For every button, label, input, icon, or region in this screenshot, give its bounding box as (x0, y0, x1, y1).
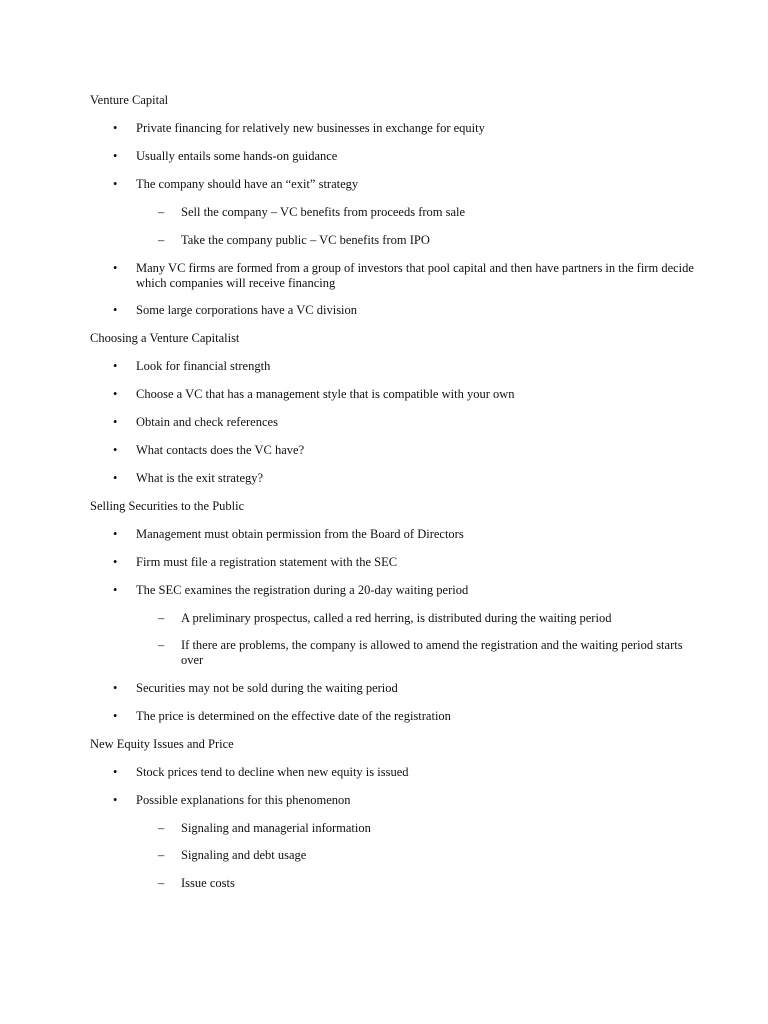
sub-list-item: Sell the company – VC benefits from proceeds from sale (181, 205, 466, 219)
list-item: Stock prices tend to decline when new equity is issued (136, 765, 409, 779)
dash-marker: – (158, 611, 165, 625)
bullet-marker: • (113, 443, 118, 457)
sub-list-item: A preliminary prospectus, called a red herring, is distributed during the waiting period (181, 611, 612, 625)
bullet-marker: • (113, 583, 118, 597)
bullet-marker: • (113, 709, 118, 723)
list-item: The SEC examines the registration during a 20-day waiting period (136, 583, 469, 597)
section-heading-selling-securities: Selling Securities to the Public (90, 499, 245, 513)
bullet-marker: • (113, 527, 118, 541)
bullet-marker: • (113, 387, 118, 401)
section-heading-new-equity: New Equity Issues and Price (90, 737, 234, 751)
dash-marker: – (158, 205, 165, 219)
bullet-marker: • (113, 415, 118, 429)
bullet-marker: • (113, 261, 118, 275)
list-item: Possible explanations for this phenomenon (136, 793, 351, 807)
sub-list-item: If there are problems, the company is allowed to amend the registration and the waiting period starts over (181, 638, 683, 667)
list-item: Many VC firms are formed from a group of investors that pool capital and then have partners in the firm decide which companies will receive financing (136, 261, 694, 290)
bullet-marker: • (113, 359, 118, 373)
section-heading-venture-capital: Venture Capital (90, 93, 169, 107)
bullet-marker: • (113, 681, 118, 695)
list-item: Look for financial strength (136, 359, 271, 373)
list-item: The company should have an “exit” strategy (136, 177, 359, 191)
list-item: Obtain and check references (136, 415, 278, 429)
bullet-marker: • (113, 765, 118, 779)
list-item: Usually entails some hands-on guidance (136, 149, 338, 163)
sub-list-item: Signaling and managerial information (181, 821, 371, 835)
list-item: What contacts does the VC have? (136, 443, 305, 457)
bullet-marker: • (113, 793, 118, 807)
dash-marker: – (158, 848, 165, 862)
dash-marker: – (158, 638, 165, 652)
sub-list-item: Issue costs (181, 876, 235, 890)
dash-marker: – (158, 233, 165, 247)
bullet-marker: • (113, 121, 118, 135)
bullet-marker: • (113, 555, 118, 569)
section-heading-choosing-vc: Choosing a Venture Capitalist (90, 331, 240, 345)
dash-marker: – (158, 876, 165, 890)
dash-marker: – (158, 821, 165, 835)
list-item: Firm must file a registration statement with the SEC (136, 555, 398, 569)
list-item: Management must obtain permission from the Board of Directors (136, 527, 464, 541)
list-item: Securities may not be sold during the waiting period (136, 681, 398, 695)
list-item: Private financing for relatively new businesses in exchange for equity (136, 121, 485, 135)
sub-list-item: Take the company public – VC benefits from IPO (181, 233, 430, 247)
bullet-marker: • (113, 471, 118, 485)
bullet-marker: • (113, 149, 118, 163)
list-item: The price is determined on the effective date of the registration (136, 709, 451, 723)
bullet-marker: • (113, 303, 118, 317)
list-item: What is the exit strategy? (136, 471, 264, 485)
list-item: Choose a VC that has a management style that is compatible with your own (136, 387, 515, 401)
sub-list-item: Signaling and debt usage (181, 848, 307, 862)
bullet-marker: • (113, 177, 118, 191)
list-item: Some large corporations have a VC division (136, 303, 358, 317)
